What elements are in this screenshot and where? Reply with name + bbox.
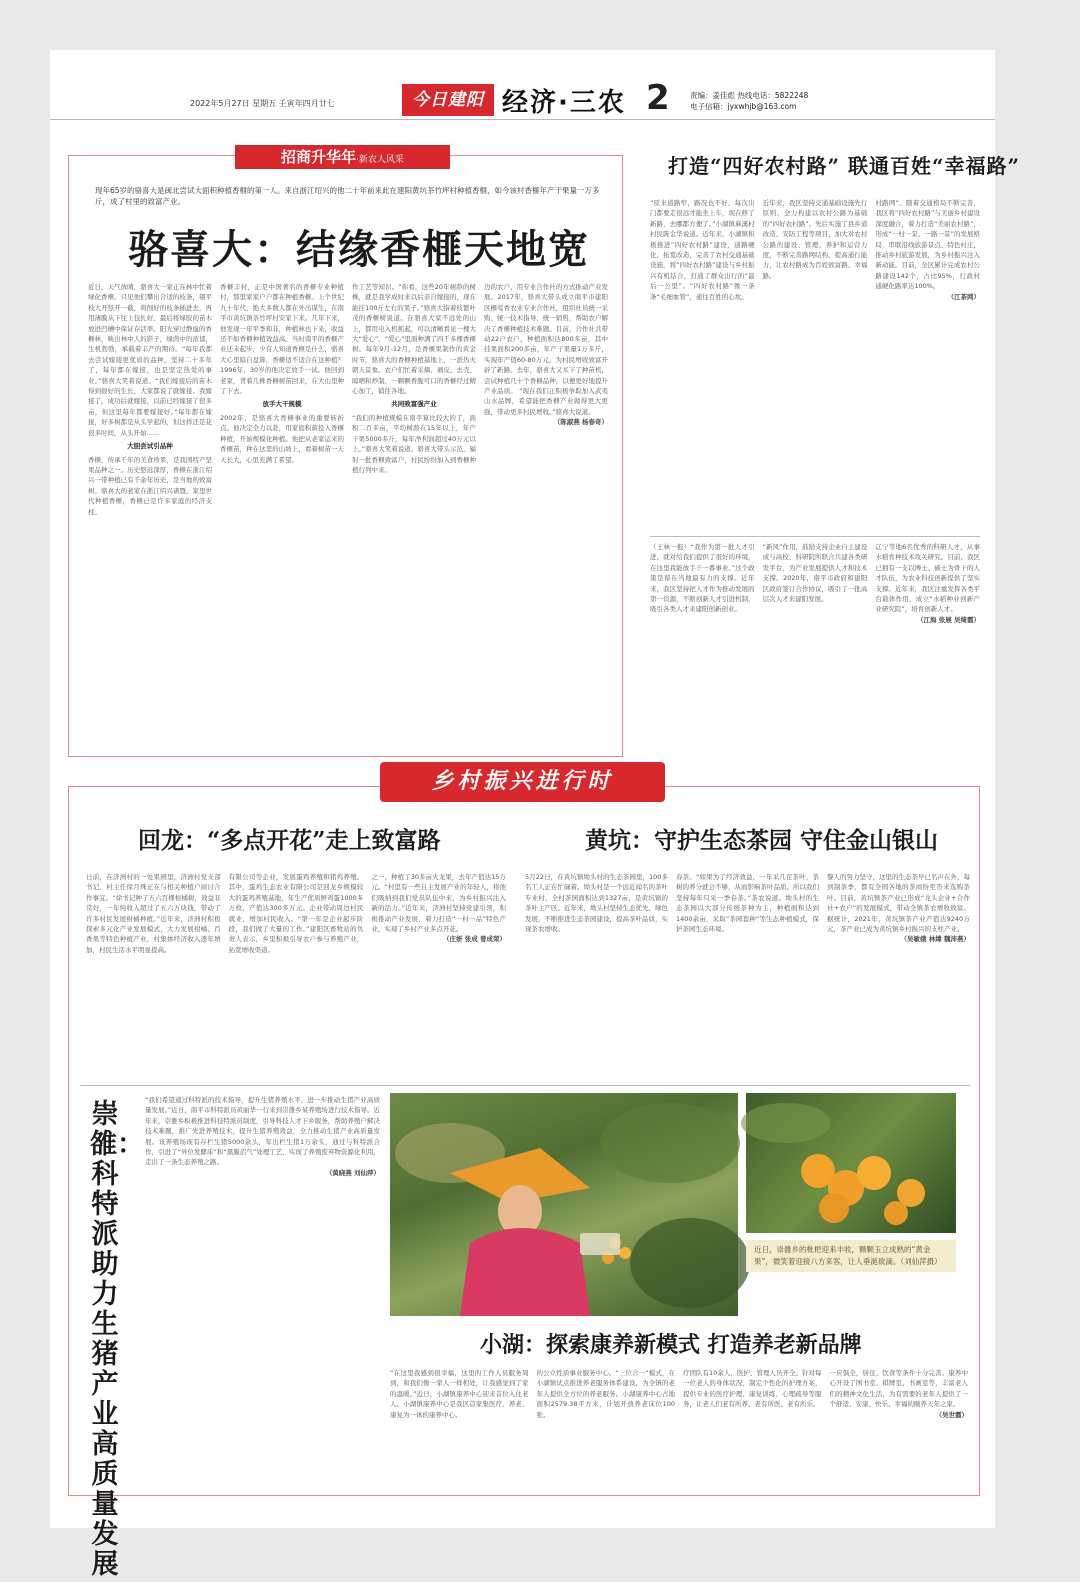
paragraph: “原来道路窄，路况也不好，每次出门都要走很远才能坐上车，现在修了新路，去哪都方便了。”小湖镇麻溪村村民陈金华说道。近年来，小湖镇积极推进“四好农村路”建设，道路硬化、拓宽改造，完善了农村交通基础设施，将“四好农村路”建设与乡村振兴有机结合，打通了群众出行的“最后一公里”。“四好农村路”像一条条“毛细血管”，通往百姓的心坎。 — [650, 199, 755, 301]
loquat — [819, 1193, 849, 1223]
lead-luo: 现年65岁的骆喜大是闽北尝试大面积种植香榧的第一人。来自浙江绍兴的他二十年前来此在建阳黄坑茶竹坪村种植香榧，如今该村香榧年产干果量一万多斤，成了村里的致富产业。 — [95, 186, 600, 206]
headline-chongxiong: 崇雒：科特派助力生猪产业高质量发展 — [90, 1099, 144, 1580]
banner-investment-title: 招商升华年 — [281, 148, 357, 166]
body-chongxiong — [145, 1095, 380, 1485]
column — [86, 872, 221, 1077]
newspaper-page — [50, 50, 1020, 1580]
paragraph: 近日，天气放晴，骆喜大一家正在林中忙着绿化香榧。只见他们攀出合适的枝条，剔平枝大开竖开一截，将削好的枝条插进去，再用薄膜从下往上包扎好，最后将绿胶的苗木放进凹槽中保证存活率。阳光穿过静谧的香榧林，映出林中人的影子，绿茵中的浓郁，生机勃勃，承载着丰产的期待。“每年我都去尝试嫁接更优质的品种，坚持二十多年了，每年都在嫁接，也是坚定热爱的事业。”骆喜大笑着说道。“我们嫁接后的苗木得到很好的生长，大家都说了就嫁接。我嫁接了，成功后就嫁接，以前已经嫁接了很多亩，但这里每年都要嫁接好。”每年都在嫁接，好多树都是从头学起的，但这样还是花很多时间，从头开始…… — [88, 283, 212, 437]
photo-loquat-harvest — [390, 1093, 738, 1316]
column — [352, 282, 476, 737]
paragraph: 2002年，是骆喜大香榧事业的重要转折点。他决定全力以赴，用家庭积蓄投入香榧种植，开始规模化种植。他把从老家运来的香榧苗，种在这里的山坡上，看着树苗一天天长大，心里充满了希望。 — [220, 413, 344, 464]
paragraph: 边的农户，用专业合作社的方式推动产业发展。2017年，骆喜大带头成立南平市建阳区榧莺香农业专业合作社，组织社员统一采购、统一技术指导、统一销售，帮助农户解决了香榧种植技术难题。目前，合作社共带动22户农户，种植面积达800多亩，其中挂果面积200多亩，年产干果量1万多斤，实现年产值60-80万元，为村民增收致富开辟了新路。去年，骆喜大又买下了种苗机，尝试种植几十个香榧品种，以便更好地提升产业品质。 — [484, 283, 608, 396]
headline-huilong: 回龙：“多点开花”走上致富路 — [138, 827, 441, 854]
byline: （江海 张展 吴绮霞） — [916, 615, 981, 624]
column — [220, 282, 344, 737]
photo-art — [390, 1093, 738, 1316]
red-shirt — [460, 1228, 590, 1316]
paragraph: 村路网”。随着交通格局不断完善，我区将“四好农村路”与美丽乡村建设深度融合，着力打造“美丽农村路”，形成“一村一景、一路一景”的发展格局，串联沿线旅游景点、特色村庄，推动乡村旅游发展，为乡村振兴注入新动能。目前，全区累计完成农村公路建设142个，占比95%，行政村通硬化路率达100%。 — [875, 199, 981, 291]
paragraph: 香榧，传承千年的美食珍果，是我国特产坚果品种之一。历史悠远深厚，香榧在浙江绍兴一带种植已有千余年历史，是当地的致富树。骆喜大的老家在浙江绍兴诸暨，家里世代种植香榧，香榧已是许多家庭的经济支柱。 — [88, 455, 212, 516]
paragraph: 一应俱全，居住、饮食等条件十分完善。康养中心开设了图书室、棋牌室、书画室等，丰富老人们的精神文化生活，为有需要的老年人提供了一个舒适、安康、快乐、幸福的颐养天年之家。 — [829, 1369, 968, 1409]
column — [88, 282, 212, 737]
headline-luo: 骆喜大：结缘香榧天地宽 — [128, 226, 590, 273]
column — [683, 1368, 822, 1490]
headline-xiaohu: 小湖：探索康养新模式 打造养老新品牌 — [480, 1332, 862, 1358]
body-talent — [650, 542, 980, 752]
body-huangkeng — [525, 872, 970, 1077]
banner-investment — [235, 145, 450, 169]
paragraph: 香榧丰村，正是中国著名的香榧专业种植村，那里家家户户都在种植香榧。上个世纪九十年代，绝大多数人都在外出谋生，在南平市黄坑镇茶竹坪村安家下来。几年下来，他发现一年平季和非，种植林也下来，收益还不如香榧种植效益高。当时南平的香榧产业还未起步，少有人知道香榧是什么，骆喜大心里暗自盘算，香榧适不适合在这种植？1996年，30岁的他决定放手一试。他回到老家，背着几株香榧树苗回来，在大山里种了下去。 — [220, 283, 344, 396]
paragraph: 之一，种植了30多亩火龙果，去年产值达15万元。“村里有一些自主发展产业的年轻人，将他们吸纳到我们党员队伍中来，为乡村振兴注入新的活力。”近年来，济洲村坚持党建引领，积极推动产业发展，着力打造“一村一品”特色产业，实现了乡村产业多点开花。 — [371, 873, 507, 934]
masthead — [50, 78, 995, 120]
editor-line: 责编：姜佳彪 热线电话：5822248 — [690, 91, 809, 100]
paragraph: “我们的种植规模在南平算比较大的了，面积二百多亩，平均树龄在15年以上，年产干果5000多斤，每年净利润超过40万元以上。”骆喜大笑着说道。骆喜大带头示范，辐射一批香榧致富户，村民纷纷加入到香榧种植行列中来。 — [352, 413, 476, 474]
paragraph: “现在我们正积极争取加入武夷山水品牌，希望能把香榧产业做得更大更强，带动更多村民增收。”骆喜大说道。 — [484, 387, 609, 416]
paragraph: （王林一报）“我作为第一批人才引进，就对给我们提供了很好的环境，在这里我能放手干一番事业。”这个政策是留在当地最有力的支撑。近年来，我区坚持把人才作为推动发展的第一资源，不断创新人才引进机制，吸引各类人才来建阳创新创业。 — [650, 543, 755, 614]
divider — [650, 536, 980, 537]
column — [390, 1368, 529, 1490]
banner-investment-subtitle: ·新农人风采 — [356, 155, 404, 165]
column — [763, 198, 868, 528]
column — [676, 872, 819, 1077]
byline: （庄妍 张成 曾成荣） — [442, 935, 507, 944]
byline: （黄晓燕 刘仙萍） — [325, 1168, 380, 1177]
paragraph: “我们希望通过科特派的技术指导，提升生猪养殖水平，进一步推动生猪产业高质量发展。”近日，南平市科特派员黄丽华一行来到崇雒乡某养殖场进行技术指导。近年来，崇雒乡积极推进科技特派员制度，引导科技人才下乡服务，帮助养殖户解决技术难题，推广先进养殖技术，提升生猪养殖效益，全力推动生猪产业高质量发展。该养殖场现有存栏生猪5000余头，年出栏生猪1万余头，通过与科特派合作，引进了“异位发酵床”和“黑膜沼气”处理工艺，实现了养殖废弃物资源化利用，走出了一条生态养殖之路。 — [145, 1096, 380, 1167]
byline: （陈淑燕 杨春奇） — [553, 418, 608, 427]
column — [229, 872, 364, 1077]
column — [875, 542, 980, 752]
paragraph: 日前，在济洲村的一处果园里，济洲村党支部书记、村主任徐月珠正在与相关种植户商讨合作事宜。“徐书记种了五六百棵柑橘树，效益非常好，一年纯收入超过了五六万块钱，带动了许多村民发展柑橘种植。”近年来，济洲村积极探索多元化产业发展模式，大力发展柑橘、百香果等特色种植产业，村集体经济收入逐年增加，村民生活水平明显提高。 — [86, 873, 221, 954]
column — [830, 1368, 969, 1490]
paragraph: 作工艺等知识。“你看，这些20年树龄的树株，就是我学成时来以后亲自嫁接的，现在能挂100斤左右的果子。”骆喜大指着枝繁叶茂的香榧树说道。在骆喜大家不远处的山上，都用电入机抓起，可以清晰看见一棵大大“爱心”、“爱心”里面种满了四千多棵香榧树。每年9月-12月，是香榧果制作的黄金时节，骆喜大的香榧种植基地上，一派热火朝天景象。农户们忙着采摘、剥皮、去壳、晾晒和炒制，一颗颗香脆可口的香榧经过精心加工，销往各地。 — [352, 283, 476, 396]
paragraph: 有限公司等企业，发展蛋鸡养殖和猪鸡养殖。其中，蛋鸡生态农业有限公司是回龙乡规模较大的蛋鸡养殖基地，年生产优质鲜鸡蛋1000多万枚，产值达300多万元。企业带动周边村民就业，增加村民收入。“第一年是企业起步阶段，我们做了大量的工作。”建阳区畜牧站的负责人表示，乡里积极引导农户参与养殖产业，拓宽增收渠道。 — [228, 873, 364, 954]
column — [763, 542, 868, 752]
photo-loquat-fruit — [746, 1093, 956, 1233]
subhead: 共同致富强产业 — [391, 400, 437, 409]
paragraph: 近年来，我区坚持交通基础设施先行原则，全力构建以农村公路为基础的“四好农村路”。先后实施了县乡道改造、安防工程等项目，加大对农村公路的建设、管理、养护和运营力度，不断完善路网结构，提高通行能力，让农村路成为百姓致富路、幸福路。 — [762, 199, 868, 280]
paragraph: 黎人的努力坚守，这里的生态茶早已名声在外，每到制茶季，都有全国各地的茶商纷至沓来选购茶叶。目前，黄坑镇茶产业已形成“龙头企业+合作社+农户”的发展模式，带动全镇茶农增收致富。据统计，2021年，黄坑镇茶产业产值达9240万元，茶产业已成为黄坑镇乡村振兴的支柱产业。 — [827, 873, 970, 934]
column — [484, 282, 608, 737]
paragraph: 的公立性质事业服务中心。“三位合一”模式，在小湖镇试点推进养老服务体系建设，为全镇的老年人提供全方位的养老服务。小湖康养中心占地面积2579.38平方米，计划开放养老床位100张。 — [536, 1369, 675, 1419]
headline-huangkeng: 黄坑：守护生态茶园 守住金山银山 — [585, 827, 939, 854]
byline: （吴敏娥 林嫦 魏沛燕） — [900, 935, 970, 944]
column — [371, 872, 506, 1077]
column — [827, 872, 970, 1077]
paragraph: 疗团队有10余人，医护、管理人员齐全。针对每一位老人的身体状况，制定个性化的护理方案，提供专业的医疗护理、康复训练、心理疏导等服务，让老人们老有所养、老有所医、老有所乐。 — [683, 1369, 822, 1409]
column — [525, 872, 668, 1077]
email-line: 电子信箱：jyxwhjb@163.com — [690, 102, 797, 111]
fruit-art — [746, 1093, 956, 1233]
banner-rural: 乡村振兴进行时 — [380, 762, 665, 802]
body-luo — [88, 282, 608, 737]
paragraph: 辽宁等地6名优秀的科研人才，从事水稻育种技术攻关研究。目前，我区已拥有一支以博士、硕士为骨干的人才队伍，为农业科技创新提供了坚实支撑。近年来，我区注重发挥各类平台载体作用，成立“水稻种业创新产业研究院”，培育创新人才。 — [875, 543, 981, 614]
byline: （江茶网） — [947, 292, 981, 301]
photo-caption: 近日，崇雒乡的枇杷迎来丰收，颗颗玉立成熟的“黄金果”，微笑着迎接八方来客，让人垂涎欲滴。（刘仙萍摄） — [746, 1240, 956, 1272]
loquat — [884, 1201, 908, 1225]
subhead: 大胆尝试引品种 — [127, 442, 173, 451]
column — [650, 542, 755, 752]
byline: （吴世霞） — [935, 1410, 968, 1419]
headline-roads: 打造“四好农村路” 联通百姓“幸福路” — [668, 154, 1020, 178]
body-roads — [650, 198, 980, 528]
paragraph: 春茶。“如果为了经济效益，一年采几茬茶叶，茶树的养分就会不够，从而影响茶叶品质。所以我们坚持每年只采一季春茶。”茶农说道。坳头村的生态茶园以大部分传统茶种为主，种植面积达到1400余亩，采取“茶园套种”等生态种植模式，保护茶园生态环境。 — [676, 873, 819, 934]
body-huilong — [86, 872, 506, 1077]
paragraph: 5月22日，在黄坑镇坳头村的生态茶园里，100多名工人正在忙碌着。坳头村是一个远近闻名的茶叶专业村，全村茶园面积达到1327亩，是黄坑镇的茶叶主产区。近年来，坳头村坚持生态优先、绿色发展，不断推进生态茶园建设，提高茶叶品质，实现茶农增收。 — [525, 873, 668, 934]
contact-info — [690, 90, 808, 112]
column — [537, 1368, 676, 1490]
issue-date: 2022年5月27日 星期五 壬寅年四月廿七 — [190, 99, 335, 108]
loquat — [857, 1156, 891, 1190]
paragraph: “在这里我感到很幸福，这里的工作人员服务周到，和我们像一家人一样相处，让我感觉到了家的温暖。”近日，小湖镇康养中心迎来首位入住老人。小湖镇康养中心是我区首家集医疗、养老、康复为一体的康养中心。 — [390, 1369, 529, 1419]
body-xiaohu — [390, 1368, 968, 1490]
page-number: 2 — [646, 78, 670, 118]
divider — [80, 1085, 970, 1086]
column — [650, 198, 755, 528]
subhead: 放手大干规模 — [262, 400, 302, 409]
section-title: 经济·三农 — [502, 88, 626, 118]
newspaper-logo: 今日建阳 — [402, 84, 494, 116]
column — [875, 198, 980, 528]
paragraph: “新风”作用，鼓励支持企业自主建设或与高校、科研院所联合共建各类研发平台，为产业发展提供人才和技术支撑。2020年，南平市政府和建阳区政府签订合作协议，吸引了一批高层次人才来建阳发展。 — [762, 543, 868, 604]
